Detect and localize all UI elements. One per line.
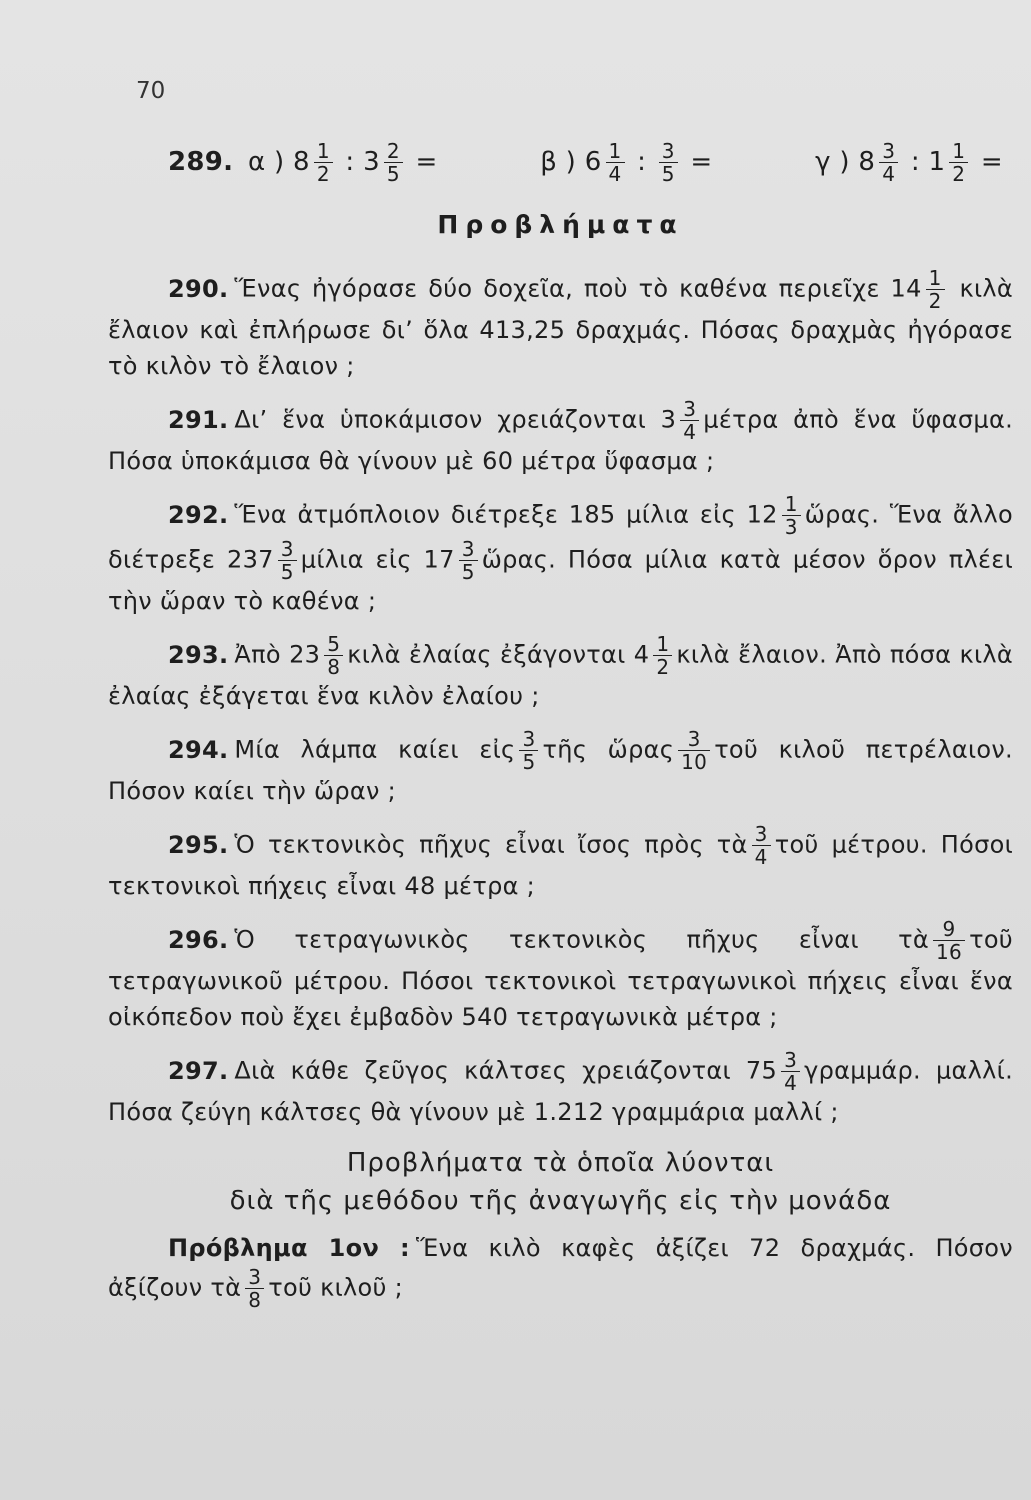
fraction: $\frac{3}{4}$: [879, 140, 898, 185]
operator: :: [345, 147, 355, 177]
text: τοῦ τετραγωνικοῦ μέτρου. Πόσοι τεκτονικοὶ τετραγωνικοὶ πήχεις εἶναι ἕνα οἰκόπεδον ποὺ ἔχει ἐμβαδὸν 540 τετραγωνικὰ μέτρα ;: [108, 925, 1013, 1031]
fraction: $\frac{2}{5}$: [384, 140, 403, 185]
text: Ὁ τετραγωνικὸς τεκτονικὸς πῆχυς εἶναι τὰ: [234, 925, 930, 954]
problem-number: 293.: [168, 640, 229, 669]
text: Μία λάμπα καίει εἰς: [234, 735, 516, 764]
problem-290: [108, 267, 1013, 384]
fraction: $\frac{3}{5}$: [659, 140, 678, 185]
text: τοῦ κιλοῦ ;: [268, 1273, 403, 1302]
problem-number: 294.: [168, 735, 229, 764]
exercise-289-c: [815, 140, 1003, 185]
problem-label: Πρόβλημα 1ον :: [168, 1234, 410, 1262]
text: ὥρας. Πόσα μίλια κατὰ μέσον ὅρον πλέει τὴν ὥραν τὸ καθένα ;: [108, 545, 1013, 615]
equals: =: [980, 147, 1003, 177]
problem-number: 296.: [168, 925, 229, 954]
text: Ἕνα ἀτμόπλοιον διέτρεξε 185 μίλια εἰς 12: [234, 500, 778, 529]
fraction: $\frac{5}{8}$: [324, 633, 343, 678]
text: ὥρας. Ἕνα ἄλλο διέτρεξε 237: [108, 500, 1013, 574]
problem-number: 292.: [168, 500, 229, 529]
problem-number: 297.: [168, 1056, 229, 1085]
fraction: $\frac{3}{5}$: [519, 728, 538, 773]
part-label: γ ): [815, 147, 850, 177]
problem-291: [108, 398, 1013, 479]
problem-number: 295.: [168, 830, 229, 859]
text: μέτρα ἀπὸ ἕνα ὕφασμα. Πόσα ὑποκάμισα θὰ γίνουν μὲ 60 μέτρα ὕφασμα ;: [108, 405, 1013, 475]
fraction: $\frac{3}{10}$: [678, 728, 710, 773]
exercise-289: [108, 140, 1013, 185]
problem-292: [108, 493, 1013, 619]
fraction: $\frac{3}{5}$: [459, 538, 478, 583]
exercise-289-a: [108, 140, 438, 185]
text: κιλὰ ἐλαίας ἐξάγονται 4: [347, 640, 650, 669]
problem-295: [108, 823, 1013, 904]
section-heading-line-2: διὰ τῆς μεθόδου τῆς ἀναγωγῆς εἰς τὴν μονάδα: [229, 1186, 892, 1216]
text: μίλια εἰς 17: [300, 545, 455, 574]
part-label: β ): [540, 147, 577, 177]
problem-294: [108, 728, 1013, 809]
problem-297: [108, 1049, 1013, 1130]
exercise-number: 289.: [168, 147, 234, 177]
fraction: $\frac{1}{2}$: [949, 140, 968, 185]
problem-293: [108, 633, 1013, 714]
text: κιλὰ ἔλαιον καὶ ἐπλήρωσε δι’ ὅλα 413,25 δραχμάς. Πόσας δραχμὰς ἠγόρασε τὸ κιλὸν τὸ ἔλαιον ;: [108, 274, 1013, 380]
text: Ἕνα κιλὸ καφὲς ἀξίζει 72 δραχμάς. Πόσον ἀξίζουν τὰ: [108, 1234, 1013, 1302]
whole: 3: [363, 147, 380, 177]
fraction: $\frac{1}{3}$: [782, 493, 801, 538]
section-heading-line-1: Προβλήματα τὰ ὁποῖα λύονται: [346, 1148, 775, 1178]
problem-number: 291.: [168, 405, 229, 434]
fraction: $\frac{1}{2}$: [314, 140, 333, 185]
text: Ἀπὸ 23: [234, 640, 321, 669]
whole: 6: [584, 147, 602, 177]
fraction: $\frac{1}{2}$: [926, 267, 945, 312]
text: Δι’ ἕνα ὑποκάμισον χρειάζονται 3: [234, 405, 677, 434]
page-number: 70: [136, 78, 166, 104]
text: Ἕνας ἠγόρασε δύο δοχεῖα, ποὺ τὸ καθένα περιεῖχε 14: [234, 274, 922, 303]
problem-number: 290.: [168, 274, 229, 303]
text: τοῦ μέτρου. Πόσοι τεκτονικοὶ πήχεις εἶναι 48 μέτρα ;: [108, 830, 1013, 900]
section-heading: [108, 1144, 1013, 1220]
problems-heading: Προβλήματα: [437, 210, 684, 239]
fraction: $\frac{1}{2}$: [653, 633, 672, 678]
whole: 1: [928, 147, 946, 177]
whole: 8: [858, 147, 876, 177]
text: Διὰ κάθε ζεῦγος κάλτσες χρειάζονται 75: [234, 1056, 778, 1085]
text: γραμμάρ. μαλλί. Πόσα ζεύγη κάλτσες θὰ γίνουν μὲ 1.212 γραμμάρια μαλλί ;: [108, 1056, 1013, 1126]
fraction: $\frac{3}{5}$: [278, 538, 297, 583]
text: τοῦ κιλοῦ πετρέλαιον. Πόσον καίει τὴν ὥραν ;: [108, 735, 1013, 805]
fraction: $\frac{3}{8}$: [245, 1266, 264, 1311]
equals: =: [690, 147, 713, 177]
text: κιλὰ ἔλαιον. Ἀπὸ πόσα κιλὰ ἐλαίας ἐξάγεται ἕνα κιλὸν ἐλαίου ;: [108, 640, 1013, 710]
problem-296: [108, 918, 1013, 1035]
fraction: $\frac{3}{4}$: [781, 1049, 800, 1094]
exercise-289-b: [540, 140, 712, 185]
page-content: [108, 140, 1013, 1325]
fraction: $\frac{1}{4}$: [606, 140, 625, 185]
fraction: $\frac{9}{16}$: [933, 918, 965, 963]
text: Ὁ τεκτονικὸς πῆχυς εἶναι ἴσος πρὸς τὰ: [234, 830, 748, 859]
fraction: $\frac{3}{4}$: [680, 398, 699, 443]
part-label: α ): [247, 147, 285, 177]
whole: 8: [292, 147, 310, 177]
operator: :: [637, 147, 647, 177]
fraction: $\frac{3}{4}$: [752, 823, 771, 868]
equals: =: [415, 147, 438, 177]
text: τῆς ὥρας: [542, 735, 675, 764]
operator: :: [910, 147, 920, 177]
problem-1: [108, 1230, 1013, 1311]
